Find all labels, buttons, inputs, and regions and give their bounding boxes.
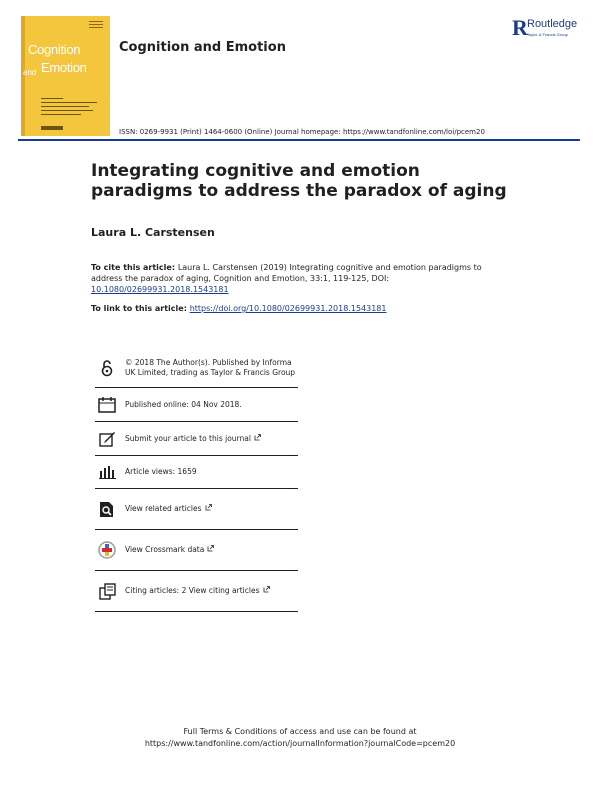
journal-cover-image xyxy=(21,16,110,136)
article-title: Integrating cognitive and emotion paradigms to address the paradox of aging xyxy=(91,161,507,201)
info-item-views xyxy=(95,456,298,489)
submit-article-link[interactable]: Submit your article to this journal xyxy=(125,433,251,443)
cover-toc-line xyxy=(41,106,89,107)
issn-line xyxy=(119,128,485,136)
external-link-icon xyxy=(254,434,261,444)
bar-chart-icon xyxy=(97,462,117,482)
cover-publisher-logo xyxy=(41,126,63,130)
related-articles-row xyxy=(125,504,298,514)
issn-text: ISSN: 0269-9931 (Print) 1464-0600 (Online) Journal homepage: xyxy=(119,128,343,136)
cover-toc-line xyxy=(41,102,97,103)
article-views-text: Article views: 1659 xyxy=(125,467,197,476)
external-link-icon xyxy=(263,586,270,596)
routledge-r-icon: R xyxy=(512,15,528,40)
header-divider xyxy=(18,139,580,141)
publisher-logo[interactable] xyxy=(512,16,594,44)
copyright-text: © 2018 The Author(s). Published by Informa UK Limited, trading as Taylor & Francis Group xyxy=(125,357,296,377)
external-link-icon xyxy=(207,545,214,555)
info-item-submit[interactable] xyxy=(95,422,298,456)
cover-toc-line xyxy=(41,110,93,111)
edit-icon xyxy=(97,429,117,449)
citing-articles-row xyxy=(125,586,298,596)
cite-label: To cite this article: xyxy=(91,263,178,272)
crossmark-icon xyxy=(97,540,117,560)
info-item-related[interactable] xyxy=(95,489,298,530)
article-link-line xyxy=(91,304,387,313)
published-date-text: Published online: 04 Nov 2018. xyxy=(125,399,242,409)
article-doi-url-link[interactable]: https://doi.org/10.1080/02699931.2018.1543181 xyxy=(189,304,387,313)
citing-articles-link[interactable]: Citing articles: 2 View citing articles xyxy=(125,586,260,595)
journal-homepage-link[interactable]: https://www.tandfonline.com/loi/pcem20 xyxy=(342,128,485,136)
publisher-tagline: Taylor & Francis Group xyxy=(527,32,568,37)
article-author: Laura L. Carstensen xyxy=(91,226,215,239)
info-item-open-access xyxy=(95,348,298,388)
crossmark-row xyxy=(125,545,298,555)
citation-block xyxy=(91,262,491,295)
publisher-name: Routledge xyxy=(527,18,578,30)
external-link-icon xyxy=(205,504,212,514)
journal-title: Cognition and Emotion xyxy=(119,40,286,55)
cover-toc-line xyxy=(41,98,63,99)
cover-title-line2: Emotion xyxy=(41,60,87,75)
cover-toc-line xyxy=(41,114,81,115)
footer-terms-link[interactable]: https://www.tandfonline.com/action/journalInformation?journalCode=pcem20 xyxy=(144,739,456,748)
crossmark-link[interactable]: View Crossmark data xyxy=(125,545,205,554)
article-info-list xyxy=(95,348,298,612)
info-item-citing[interactable] xyxy=(95,571,298,612)
info-item-crossmark[interactable] xyxy=(95,530,298,571)
footer-terms-text: Full Terms & Conditions of access and use can be found at xyxy=(183,727,417,736)
cite-text: Laura L. Carstensen (2019) Integrating cognitive and emotion paradigms to address the paradox of aging, Cognition and Emotion, 33:1, 119-125, DOI: xyxy=(91,263,482,283)
citing-articles-icon xyxy=(97,581,117,601)
open-access-icon xyxy=(97,358,117,378)
info-item-published xyxy=(95,388,298,422)
related-articles-icon xyxy=(97,499,117,519)
link-label: To link to this article: xyxy=(91,304,190,313)
calendar-icon xyxy=(97,395,117,415)
related-articles-link[interactable]: View related articles xyxy=(125,504,202,513)
cover-volume-marks xyxy=(89,21,103,22)
cover-title-and: and xyxy=(23,68,37,77)
doi-link[interactable]: 10.1080/02699931.2018.1543181 xyxy=(91,285,229,294)
submit-article-row xyxy=(125,434,298,444)
cover-title-line1: Cognition xyxy=(28,42,81,57)
